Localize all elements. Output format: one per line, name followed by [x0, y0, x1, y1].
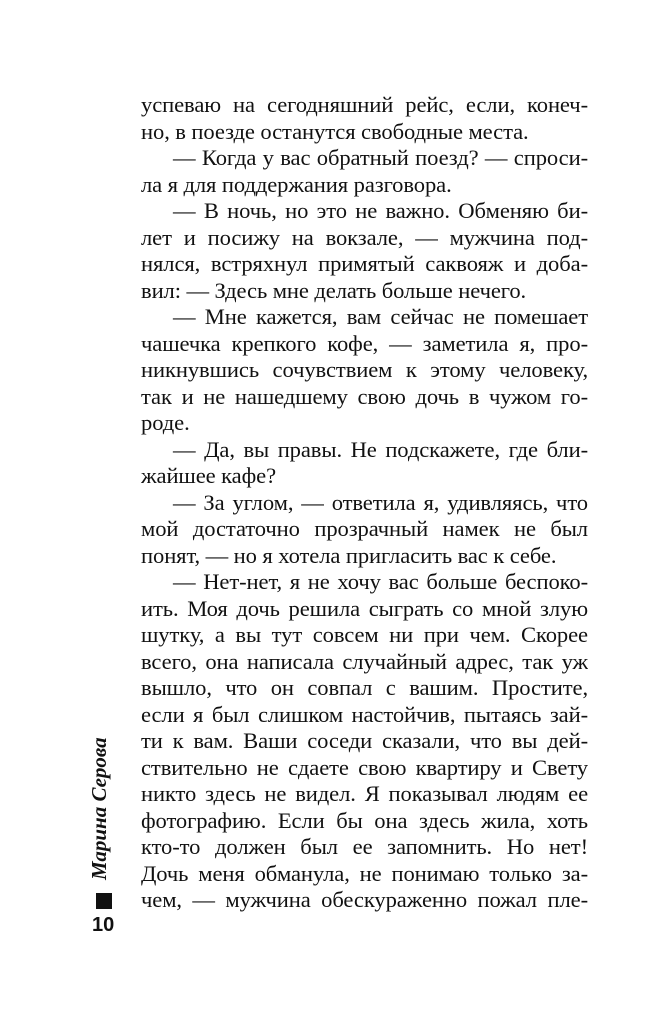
text-line: роде.: [141, 410, 190, 435]
text-line: понят, — но я хотела пригласить вас к себе.: [141, 542, 557, 568]
text-line: вил: — Здесь мне делать больше нечего.: [141, 277, 527, 303]
page-number: 10: [92, 914, 115, 936]
text-line: успеваю на сегодняшний рейс, если, конеч-: [141, 92, 588, 117]
text-line: — Нет-нет, я не хочу вас больше беспоко-: [173, 569, 588, 594]
text-line: — Когда у вас обратный поезд? — спроси-: [173, 145, 588, 170]
text-line: лет и посижу на вокзале, — мужчина под-: [141, 224, 588, 250]
text-line: всего, она написала случайный адрес, так уж: [141, 648, 588, 674]
author-running-head: Марина Серова: [87, 737, 111, 880]
text-line: ла я для поддержания разговора.: [141, 171, 452, 197]
text-line: жайшее кафе?: [141, 463, 276, 488]
text-line: если я был слишком настойчив, пытаясь зай-: [141, 701, 588, 727]
text-line: ить. Моя дочь решила сыграть со мной злую: [141, 595, 588, 621]
text-line: — Мне кажется, вам сейчас не помешает: [173, 304, 588, 329]
text-line: ствительно не сдаете свою квартиру и Свету: [141, 754, 588, 780]
text-line: чем, — мужчина обескураженно пожал пле-: [141, 887, 588, 912]
text-line: фотографию. Если бы она здесь жила, хоть: [141, 807, 588, 833]
text-line: никнувшись сочувствием к этому человеку,: [141, 357, 588, 382]
text-line: ти к вам. Ваши соседи сказали, что вы дей-: [141, 728, 588, 753]
square-marker-icon: [96, 893, 112, 909]
text-line: шутку, а вы тут совсем ни при чем. Скорее: [141, 622, 588, 647]
text-line: но, в поезде останутся свободные места.: [141, 118, 529, 144]
text-line: Дочь меня обманула, не понимаю только за-: [141, 860, 588, 886]
text-line: — В ночь, но это не важно. Обменяю би-: [173, 198, 588, 223]
text-line: — За углом, — ответила я, удивляясь, что: [173, 489, 588, 515]
text-line: вышло, что он совпал с вашим. Простите,: [141, 675, 588, 700]
text-line: кто-то должен был ее запомнить. Но нет!: [141, 834, 588, 859]
text-line: нялся, встряхнул примятый саквояж и доба-: [141, 251, 588, 276]
text-line: мой достаточно прозрачный намек не был: [141, 516, 588, 541]
text-line: так и не нашедшему свою дочь в чужом го-: [141, 383, 588, 409]
text-line: чашечка крепкого кофе, — заметила я, про-: [141, 330, 588, 356]
text-line: — Да, вы правы. Не подскажете, где бли-: [173, 436, 588, 462]
text-line: никто здесь не видел. Я показывал людям ее: [141, 781, 588, 806]
body-text: [141, 92, 588, 914]
